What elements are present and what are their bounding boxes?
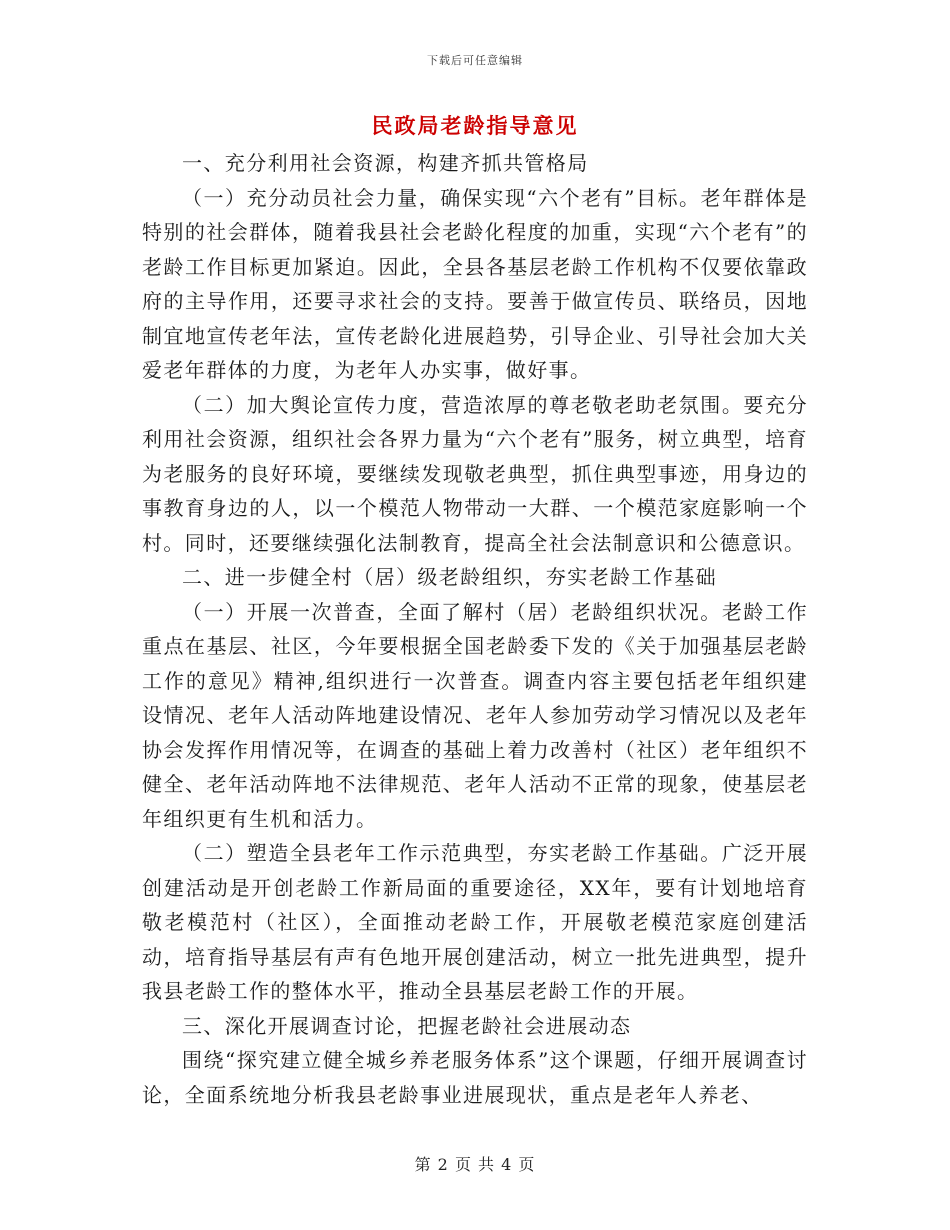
section-heading-2: 二、进一步健全村（居）级老龄组织，夯实老龄工作基础 bbox=[182, 565, 717, 589]
section-heading-3: 三、深化开展调查讨论，把握老龄社会进展动态 bbox=[182, 1013, 632, 1038]
body-paragraph: （一）开展一次普查，全面了解村（居）老龄组织状况。老龄工作重点在基层、社区，今年要根据全国老龄委下发的《关于加强基层老龄工作的意见》精神,组织进行一次普查。调查内容主要包括老年组织建设情况、老年人活动阵地建设情况、老年人参加劳动学习情况以及老年协会发挥作用情况等，在调查的基础上着力改善村（社区）老年组织不健全、老年活动阵地不法律规范、老年人活动不正常的现象，使基层老年组织更有生机和活力。 bbox=[142, 599, 808, 831]
document-body bbox=[142, 146, 808, 1112]
section-heading-1: 一、充分利用社会资源，构建齐抓共管格局 bbox=[182, 151, 589, 175]
body-paragraph: （一）充分动员社会力量，确保实现“六个老有”目标。老年群体是特别的社会群体，随着我县社会老龄化程度的加重，实现“六个老有”的老龄工作目标更加紧迫。因此，全县各基层老龄工作机构不仅要依靠政府的主导作用，还要寻求社会的支持。要善于做宣传员、联络员，因地制宜地宣传老年法，宣传老龄化进展趋势，引导企业、引导社会加大关爱老年群体的力度，为老年人办实事，做好事。 bbox=[142, 185, 808, 382]
body-paragraph: 围绕“探究建立健全城乡养老服务体系”这个课题，仔细开展调查讨论，全面系统地分析我县老龄事业进展现状，重点是老年人养老、 bbox=[142, 1048, 808, 1107]
page-header-note: 下载后可任意编辑 bbox=[427, 54, 523, 67]
body-paragraph: （二）加大舆论宣传力度，营造浓厚的尊老敬老助老氛围。要充分利用社会资源，组织社会各界力量为“六个老有”服务，树立典型，培育为老服务的良好环境，要继续发现敬老典型，抓住典型事迹，用身边的事教育身边的人，以一个模范人物带动一大群、一个模范家庭影响一个村。同时，还要继续强化法制教育，提高全社会法制意识和公德意识。 bbox=[142, 392, 808, 555]
page-number-footer: 第 2 页 共 4 页 bbox=[414, 1155, 536, 1174]
body-paragraph: （二）塑造全县老年工作示范典型，夯实老龄工作基础。广泛开展创建活动是开创老龄工作新局面的重要途径，XX年，要有计划地培育敬老模范村（社区），全面推动老龄工作，开展敬老模范家庭创建活动，培育指导基层有声有色地开展创建活动，树立一批先进典型，提升我县老龄工作的整体水平，推动全县基层老龄工作的开展。 bbox=[142, 841, 808, 1003]
document-title: 民政局老龄指导意见 bbox=[371, 113, 579, 138]
